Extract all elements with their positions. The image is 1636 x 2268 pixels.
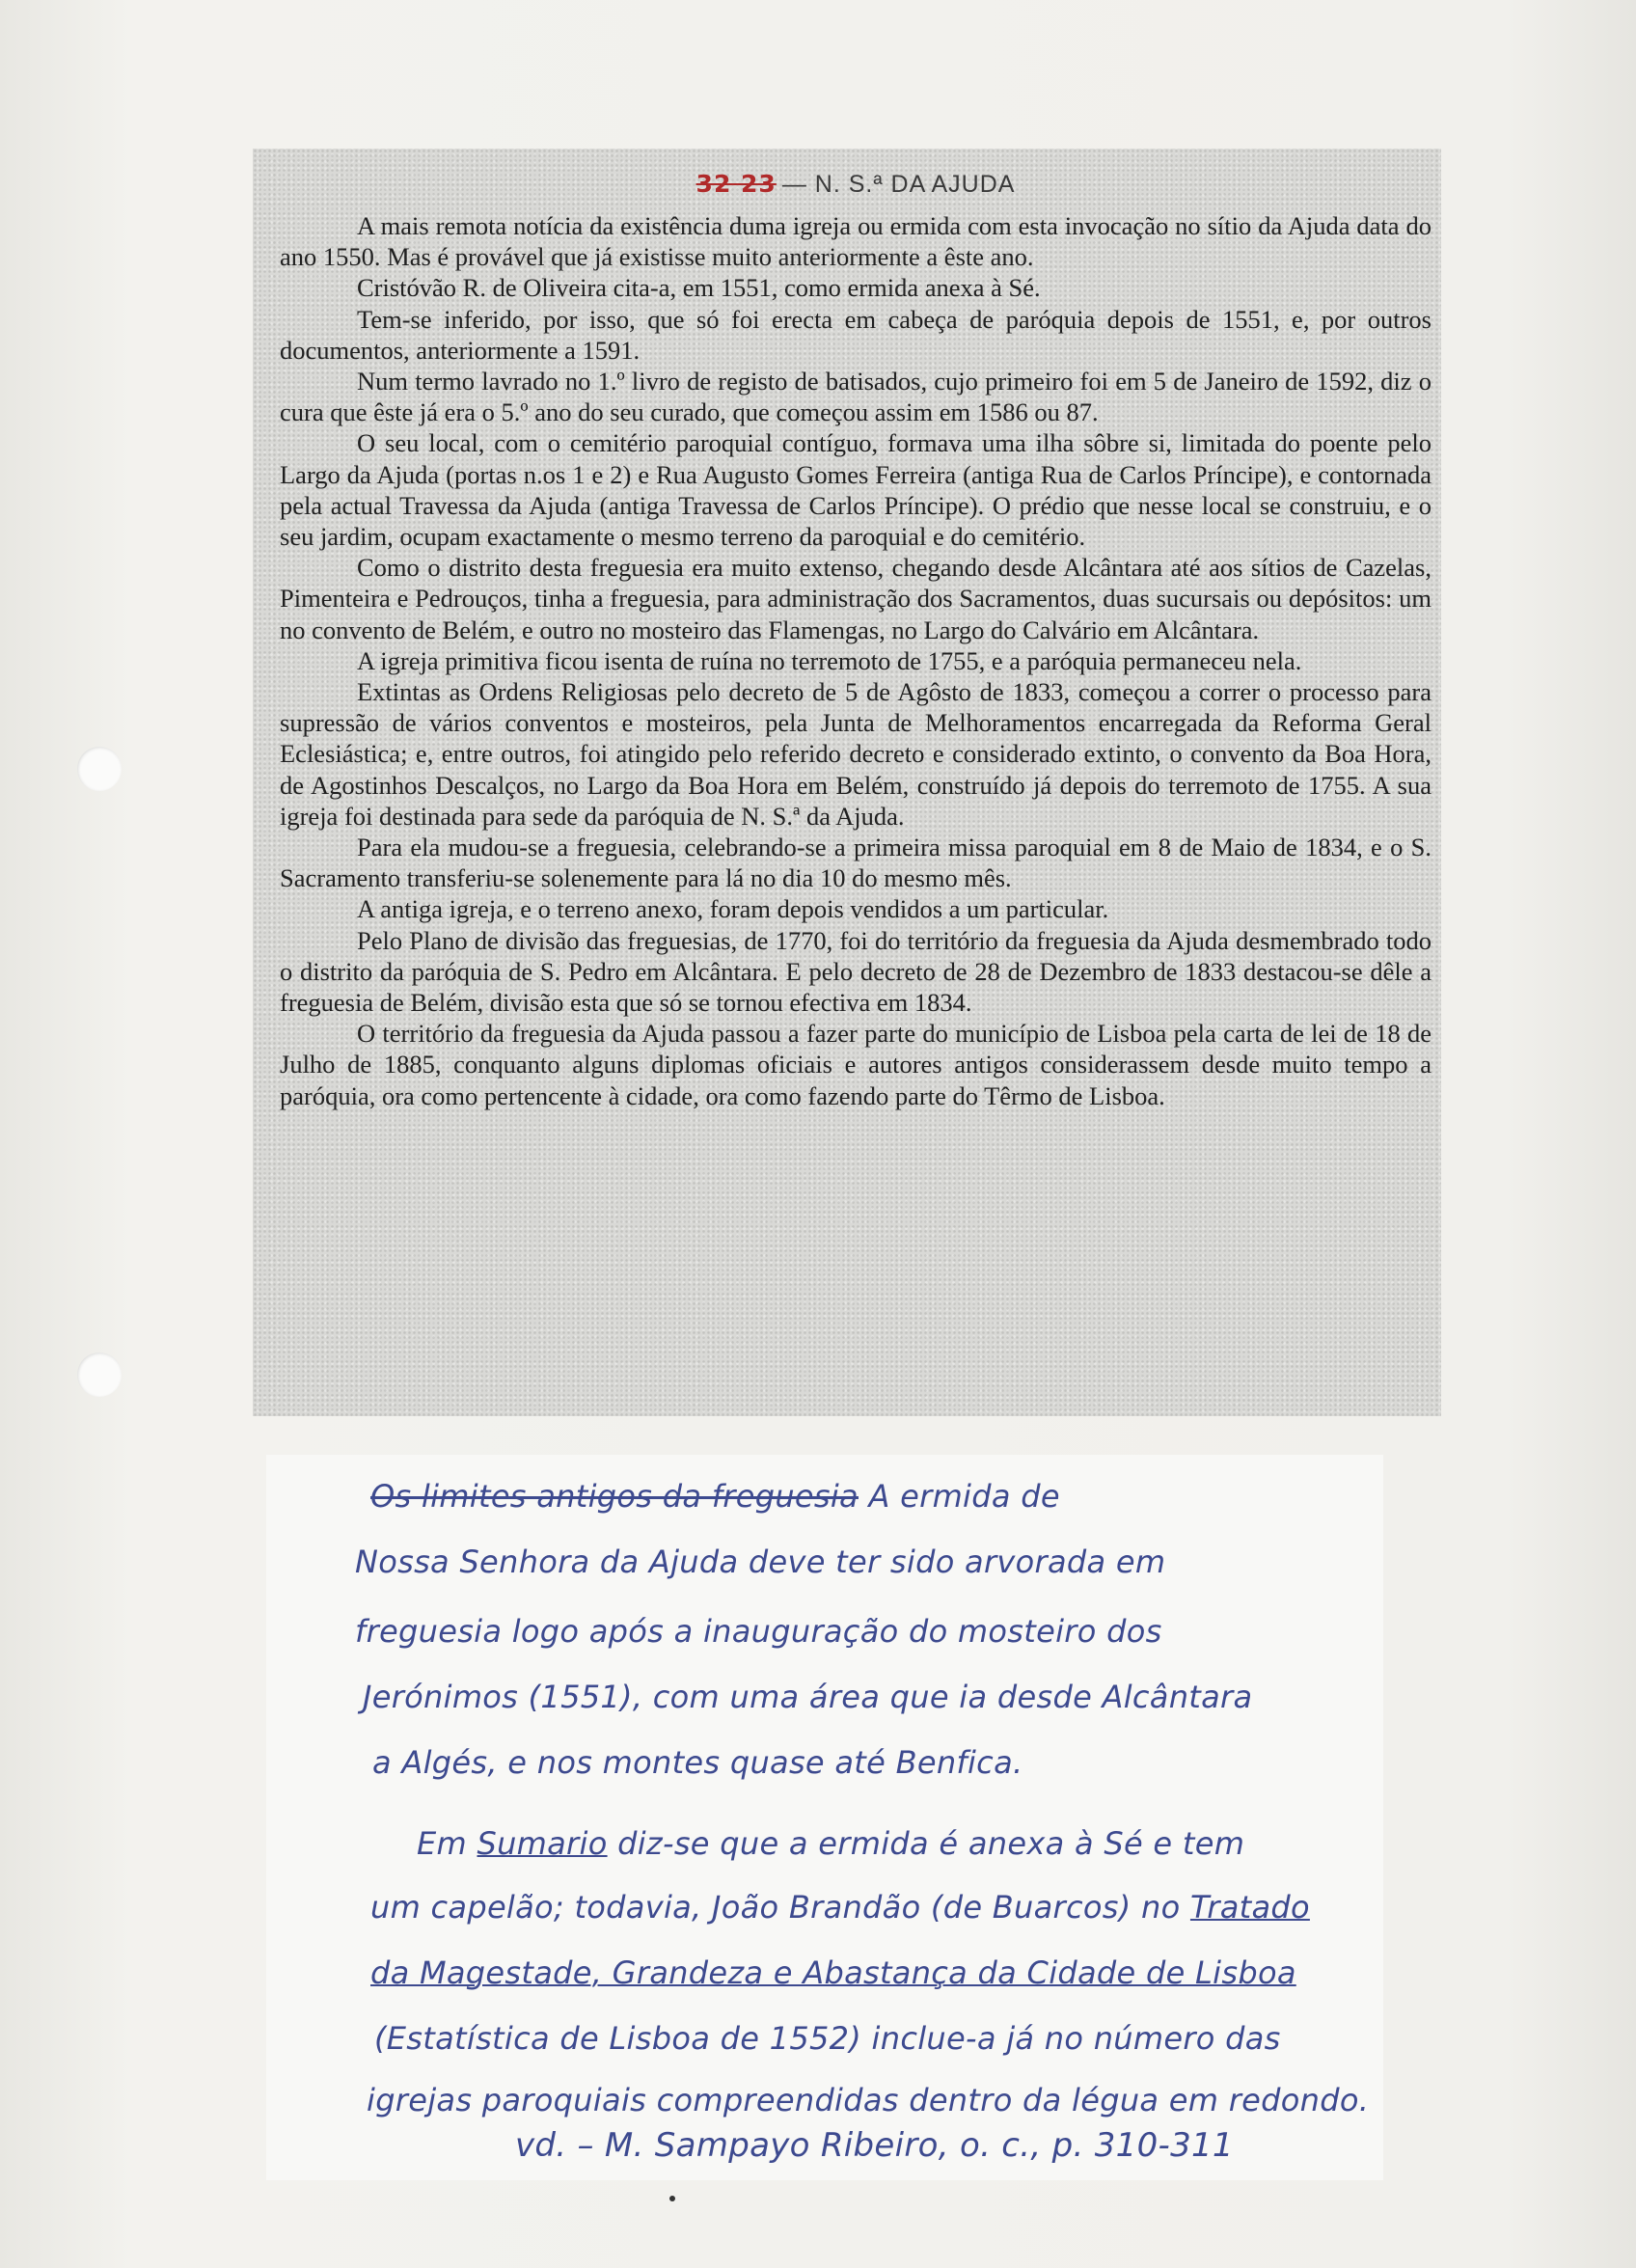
paragraph: Cristóvão R. de Oliveira cita-a, em 1551, como ermida anexa à Sé. [357,273,1041,303]
paragraph: Para ela mudou-se a freguesia, celebrando-se a primeira missa paroquial em 8 de Maio de 1834, e o S. Sacramento transferiu-se solenemente para lá no dia 10 do mesmo mês. [280,833,1432,893]
clipping-body [280,210,1432,1111]
paragraph: O seu local, com o cemitério paroquial contíguo, formava uma ilha sôbre si, limitada do poente pelo Largo da Ajuda (portas n.os 1 e 2) e Rua Augusto Gomes Ferreira (antiga Rua de Carlos Príncipe), e contornada pela actual Travessa da Ajuda (antiga Travessa de Carlos Príncipe). O prédio que nesse local se construiu, e o seu jardim, ocupam exactamente o mesmo terreno da paroquial e do cemitério. [280,428,1432,552]
paragraph: Num termo lavrado no 1.º livro de registo de batisados, cujo primeiro foi em 5 de Janeiro de 1592, diz o cura que êste já era o 5.º ano do seu curado, que começou assim em 1586 ou 87. [280,367,1432,427]
underlined-title: Sumario [477,1825,608,1862]
underlined-title: Tratado [1189,1889,1310,1926]
clipping-heading: — N. S.ª DA AJUDA [781,171,1016,198]
note-line: A ermida de [868,1478,1060,1515]
paragraph: O território da freguesia da Ajuda passou a fazer parte do município de Lisboa pela carta de lei de 18 de Julho de 1885, conquanto alguns diplomas oficiais e autores antigos considerassem desde muito tempo a paróquia, ora como pertencente à cidade, ora como fazendo parte do Têrmo de Lisboa. [280,1019,1432,1110]
paragraph: Tem-se inferido, por isso, que só foi erecta em cabeça de paróquia depois de 1551, e, por outros documentos, anteriormente a 1591. [280,304,1432,365]
paragraph: A igreja primitiva ficou isenta de ruína no terremoto de 1755, e a paróquia permaneceu nela. [357,645,1302,675]
note-line: Em [417,1825,467,1862]
note-line: Jerónimos (1551), com uma área que ia desde Alcântara [363,1679,1253,1715]
clipping-number: 32 23 [695,170,777,198]
note-line: freguesia logo após a inauguração do mosteiro dos [355,1613,1162,1650]
underlined-title: da Magestade, Grandeza e Abastança da Cidade de Lisboa [370,1954,1296,1991]
newspaper-clipping [253,149,1441,1416]
paragraph: Extintas as Ordens Religiosas pelo decreto de 5 de Agôsto de 1833, começou a correr o processo para supressão de vários conventos e mosteiros, pela Junta de Melhoramentos encarregada da Reforma Geral Eclesiástica; e, entre outros, foi atingido pelo referido decreto e considerado extinto, o convento da Boa Hora, de Agostinhos Descalços, no Largo da Boa Hora em Belém, construído já depois do terremoto de 1755. A sua igreja foi destinada para sede da paróquia de N. S.ª da Ajuda. [280,677,1432,831]
note-line: diz-se que a ermida é anexa à Sé e tem [617,1825,1245,1862]
paragraph: A mais remota notícia da existência duma igreja ou ermida com esta invocação no sítio da Ajuda data do ano 1550. Mas é provável que já existisse muito anteriormente a êste ano. [280,211,1432,272]
punch-hole-top [77,747,122,791]
ink-dot [669,2196,675,2201]
clipping-title [280,170,1432,199]
punch-hole-bottom [77,1353,122,1397]
reference-note: vd. – M. Sampayo Ribeiro, o. c., p. 310-311 [515,2126,1234,2165]
struck-text: Os limites antigos da freguesia [370,1478,859,1515]
paragraph: A antiga igreja, e o terreno anexo, foram depois vendidos a um particular. [357,894,1109,924]
paragraph: Como o distrito desta freguesia era muito extenso, chegando desde Alcântara até aos sítios de Cazelas, Pimenteira e Pedrouços, tinha a freguesia, para administração dos Sacramentos, duas sucursais ou depósitos: um no convento de Belém, e outro no mosteiro das Flamengas, no Largo do Calvário em Alcântara. [280,553,1432,644]
note-line: a Algés, e nos montes quase até Benfica. [372,1744,1023,1781]
note-line: (Estatística de Lisboa de 1552) inclue-a já no número das [374,2020,1281,2057]
handwritten-note-card [266,1455,1383,2180]
note-line: Nossa Senhora da Ajuda deve ter sido arvorada em [355,1544,1166,1580]
note-line: um capelão; todavia, João Brandão (de Buarcos) no [370,1889,1181,1926]
note-line: igrejas paroquiais compreendidas dentro da légua em redondo. [367,2082,1370,2118]
paragraph: Pelo Plano de divisão das freguesias, de 1770, foi do território da freguesia da Ajuda desmembrado todo o distrito da paróquia de S. Pedro em Alcântara. E pelo decreto de 28 de Dezembro de 1833 destacou-se dêle a freguesia de Belém, divisão esta que só se tornou efectiva em 1834. [280,925,1432,1018]
